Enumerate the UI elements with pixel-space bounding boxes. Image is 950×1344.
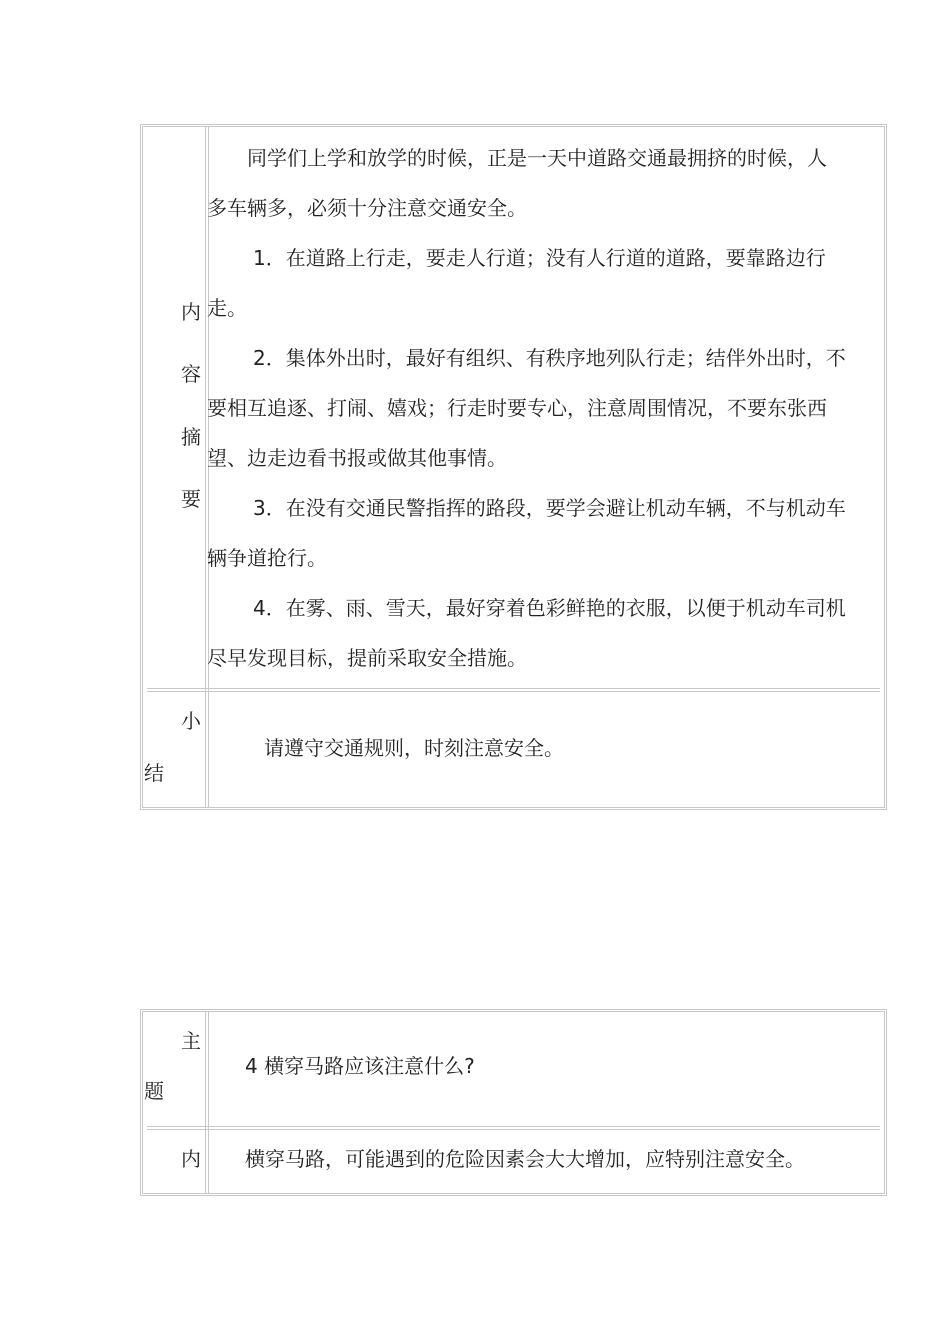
summary-text: 请遵守交通规则，时刻注意安全。 — [264, 736, 564, 760]
topic-label-char: 主 — [181, 1029, 201, 1053]
content-line: 同学们上学和放学的时候，正是一天中道路交通最拥挤的时候，人 — [247, 146, 827, 170]
content-label-char: 摘 — [181, 425, 201, 449]
topic-text: 4 横穿马路应该注意什么? — [245, 1054, 475, 1078]
row-divider — [147, 1126, 880, 1130]
content-line: 要相互追逐、打闹、嬉戏；行走时要专心，注意周围情况，不要东张西 — [207, 396, 827, 420]
content-line: 走。 — [207, 296, 247, 320]
summary-label-char: 小 — [181, 709, 201, 733]
content-line: 望、边走边看书报或做其他事情。 — [207, 446, 507, 470]
content-line: 1．在道路上行走，要走人行道；没有人行道的道路，要靠路边行 — [253, 246, 826, 270]
content-line: 多车辆多，必须十分注意交通安全。 — [207, 196, 527, 220]
content-label-char: 内 — [181, 300, 201, 324]
content-label-char: 要 — [181, 487, 201, 511]
content-line: 辆争道抢行。 — [207, 546, 327, 570]
column-divider — [205, 1012, 209, 1193]
topic-table — [140, 1009, 887, 1196]
content-line: 3．在没有交通民警指挥的路段，要学会避让机动车辆，不与机动车 — [253, 496, 846, 520]
content-line: 4．在雾、雨、雪天，最好穿着色彩鲜艳的衣服，以便于机动车司机 — [253, 596, 846, 620]
row-divider — [147, 688, 880, 692]
content-table — [140, 124, 887, 810]
content-label: 内 — [181, 1147, 201, 1171]
content-line: 2．集体外出时，最好有组织、有秩序地列队行走；结伴外出时，不 — [253, 346, 846, 370]
content-line: 尽早发现目标，提前采取安全措施。 — [207, 646, 527, 670]
content-text: 横穿马路，可能遇到的危险因素会大大增加，应特别注意安全。 — [245, 1147, 805, 1171]
summary-label-char: 结 — [144, 761, 164, 785]
content-label-char: 容 — [181, 362, 201, 386]
topic-label-char: 题 — [144, 1079, 164, 1103]
